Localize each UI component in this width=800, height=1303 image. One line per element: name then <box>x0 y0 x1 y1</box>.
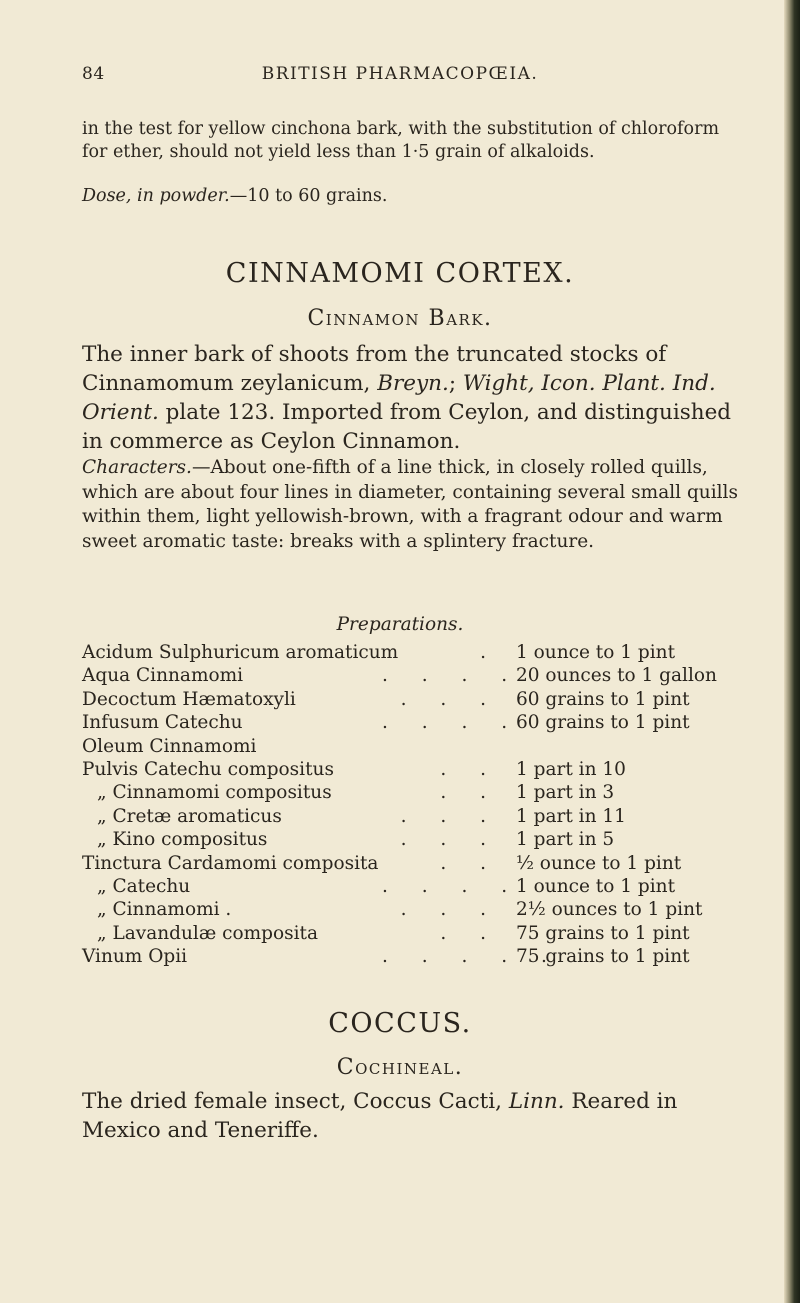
characters-text: —About one-fifth of a line thick, in closely rolled quills, which are about four lines in diameter, containing several small quills within them, light yellowish-brown, with a fragrant odour and warm sweet aromatic taste: breaks with a splintery fracture. <box>82 457 738 552</box>
preparations-list <box>82 641 762 968</box>
leader-dots: . . <box>440 922 500 944</box>
coccus-subheading: Cochineal. <box>336 1055 464 1080</box>
citation-breyn: Breyn. <box>377 371 449 396</box>
preparation-row <box>82 781 762 804</box>
preparation-name: Pulvis Catechu compositus <box>82 758 334 780</box>
preparation-name: Acidum Sulphuricum aromaticum <box>82 642 399 663</box>
leader-dots: . . <box>440 852 500 874</box>
preparation-row <box>82 828 762 851</box>
coccus-description <box>82 1087 752 1145</box>
preparation-strength: 60 grains to 1 pint <box>516 688 690 710</box>
coccus-text-end: Reared in Mexico and Teneriffe. <box>82 1089 678 1143</box>
preparation-row <box>82 945 762 968</box>
cinnamon-characters <box>82 456 752 554</box>
preparation-row <box>82 758 762 781</box>
coccus-heading: COCCUS. <box>328 1008 472 1039</box>
preparation-name: Infusum Catechu <box>82 712 243 734</box>
preparation-strength: 75 grains to 1 pint <box>516 946 690 968</box>
preparation-name: Tinctura Cardamomi composita <box>82 852 379 874</box>
dose-line <box>82 186 742 206</box>
preparation-strength: 1 ounce to 1 pint <box>516 875 676 897</box>
preparation-strength: 20 ounces to 1 gallon <box>516 665 717 687</box>
preparation-strength: 1 part in 11 <box>516 805 626 827</box>
preparation-row <box>82 688 762 711</box>
preparation-name: „ Cinnamomi compositus <box>97 782 332 804</box>
characters-label: Characters. <box>82 457 192 478</box>
preparation-name: „ Kino compositus <box>97 829 268 851</box>
citation-linn: Linn. <box>508 1089 565 1114</box>
page-edge-shadow <box>784 0 800 1303</box>
preparation-strength: 75 grains to 1 pint <box>516 922 690 944</box>
preparation-name: Decoctum Hæmatoxyli <box>82 688 296 710</box>
leader-dots: . . . <box>400 805 500 827</box>
preparation-row <box>82 922 762 945</box>
preparation-row <box>82 641 762 664</box>
coccus-text: The dried female insect, Coccus Cacti, <box>82 1089 509 1114</box>
leader-dots: . . . <box>400 899 500 921</box>
dose-label: Dose, in powder. <box>82 186 230 206</box>
preparation-strength: 1 ounce to 1 pint <box>516 642 676 663</box>
preparation-row <box>82 735 762 758</box>
leader-dots: . . . . <box>382 665 522 687</box>
dose-value: —10 to 60 grains. <box>229 186 388 206</box>
preparation-name: Aqua Cinnamomi <box>82 665 244 687</box>
description-text-end: plate 123. Imported from Ceylon, and distinguished in commerce as Ceylon Cinnamon. <box>82 400 732 454</box>
citation-wight: Wight, Icon. Plant. Ind. Orient. <box>82 371 716 425</box>
preparation-name: „ Cinnamomi . <box>97 899 232 921</box>
preparation-row <box>82 875 762 898</box>
leader-dots: . . . <box>400 829 500 851</box>
leader-dots: . . . . <box>382 875 522 897</box>
page-number: 84 <box>82 64 105 84</box>
preparation-strength: 1 part in 10 <box>516 758 626 780</box>
preparation-strength: 1 part in 5 <box>516 829 615 851</box>
preparation-name: „ Catechu <box>97 875 191 897</box>
preparations-heading: Preparations. <box>336 614 464 635</box>
cinnamon-description <box>82 340 752 456</box>
preparation-strength: 1 part in 3 <box>516 782 615 804</box>
leader-dots: . . . <box>400 688 500 710</box>
preparation-strength: 60 grains to 1 pint <box>516 712 690 734</box>
leader-dots: . . <box>440 758 500 780</box>
running-head: BRITISH PHARMACOPŒIA. <box>261 64 539 84</box>
preparation-row <box>82 711 762 734</box>
leader-dots: . . . . <box>382 712 522 734</box>
preparation-name: Oleum Cinnamomi <box>82 735 257 757</box>
intro-paragraph: in the test for yellow cinchona bark, with the substitution of chloroform for ether, should not yield less than 1·5 grain of alkaloids. <box>82 119 720 162</box>
preparation-name: Vinum Opii <box>82 946 188 968</box>
preparation-row <box>82 898 762 921</box>
cinnamon-subheading: Cinnamon Bark. <box>307 306 493 331</box>
preparation-row <box>82 664 762 687</box>
preparation-name: „ Cretæ aromaticus <box>97 805 282 827</box>
cinnamon-heading: CINNAMOMI CORTEX. <box>225 258 575 289</box>
description-text: The inner bark of shoots from the truncated stocks of Cinnamomum zeylanicum, <box>82 342 667 396</box>
preparation-strength: 2½ ounces to 1 pint <box>516 899 703 921</box>
leader-dots: . . <box>440 782 500 804</box>
leader-dots: . <box>480 642 500 663</box>
preparation-row <box>82 805 762 828</box>
preparation-row <box>82 852 762 875</box>
preparation-strength: ½ ounce to 1 pint <box>516 852 682 874</box>
leader-dots: . . . . . <box>382 946 561 968</box>
description-separator: ; <box>448 371 463 396</box>
preparation-name: „ Lavandulæ composita <box>97 922 319 944</box>
